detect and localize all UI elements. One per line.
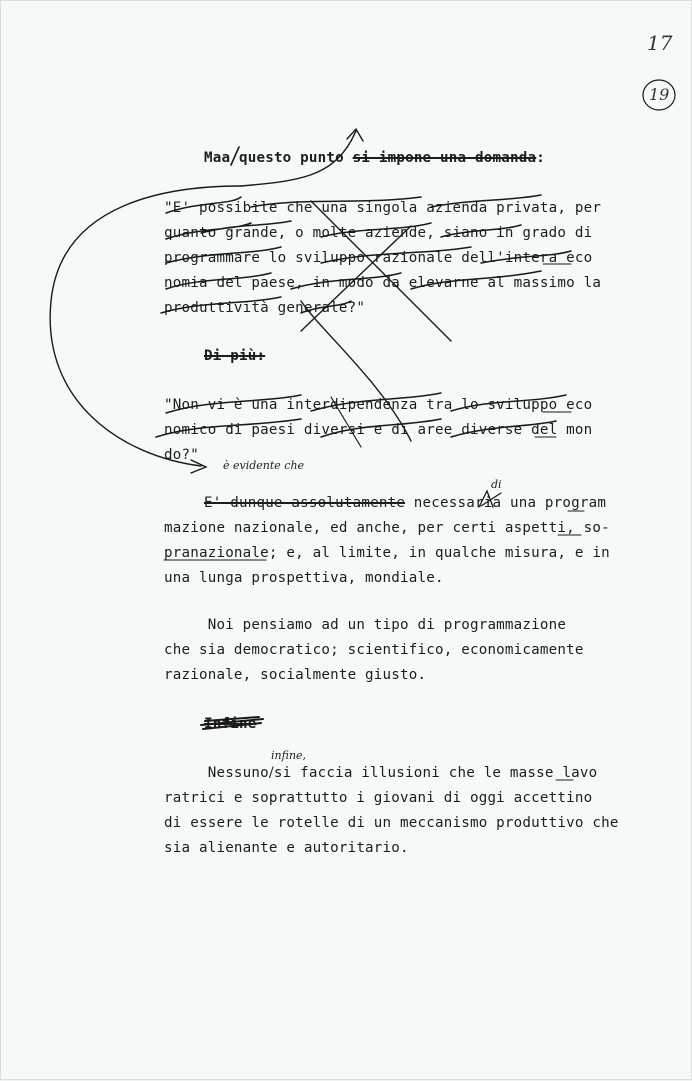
p1-line: produttività generale?" xyxy=(164,300,366,316)
p5-line: Nessuno/si faccia illusioni che le masse lavo xyxy=(164,765,598,781)
p4-line: che sia democratico; scientifico, economicamente xyxy=(164,642,584,658)
heading-middle: questo punto xyxy=(230,150,353,166)
page-number-top: 17 xyxy=(647,31,673,55)
p1-line: "E' possibile che una singola azienda privata, per xyxy=(164,200,602,216)
p1-line: quanto grande, o molte aziende, siano in grado di xyxy=(164,225,593,241)
annotation-di: di xyxy=(491,478,502,491)
p2-line: nomico di paesi diversi e di aree diverse del mon xyxy=(164,422,593,438)
p5-line: di essere le rotelle di un meccanismo produttivo che xyxy=(164,815,619,831)
p1-line: programmare lo sviluppo razionale dell'intera eco xyxy=(164,250,593,266)
insert-arrow-head xyxy=(347,129,363,141)
p3-struck-phrase: E' dunque assolutamente xyxy=(204,495,406,511)
p4-line: Noi pensiamo ad un tipo di programmazione xyxy=(164,617,567,633)
heading-lead: Ma xyxy=(204,150,222,166)
page-number-circled: 19 xyxy=(649,85,670,104)
p5-line: ratrici e soprattutto i giovani di oggi accettino xyxy=(164,790,593,806)
heading-line xyxy=(204,149,545,167)
annotation-e-evidente: è evidente che xyxy=(223,459,305,472)
di-piu-heading: Di più: xyxy=(204,348,266,364)
p3-line: pranazionale; e, al limite, in qualche misura, e in xyxy=(164,545,610,561)
p2-line: do?" xyxy=(164,447,199,463)
p5-line: sia alienante e autoritario. xyxy=(164,840,409,856)
p3-line xyxy=(204,494,606,512)
p3-line: una lunga prospettiva, mondiale. xyxy=(164,570,444,586)
heading-stroke-letter: a xyxy=(221,150,231,166)
heading-end: : xyxy=(536,150,545,166)
annotation-infine: infine, xyxy=(271,749,307,762)
p4-line: razionale, socialmente giusto. xyxy=(164,667,427,683)
p2-line: "Non vi è una interdipendenza tra lo sviluppo eco xyxy=(164,397,593,413)
heading-struck-text: si impone una domanda xyxy=(352,150,537,166)
p3-line: mazione nazionale, ed anche, per certi aspetti, so- xyxy=(164,520,610,536)
p3-line1-rest: necessaria una program xyxy=(405,495,607,511)
p1-line: nomia del paese, in modo da elevarne al massimo la xyxy=(164,275,602,291)
struck-word-infine: Infine xyxy=(204,716,257,732)
